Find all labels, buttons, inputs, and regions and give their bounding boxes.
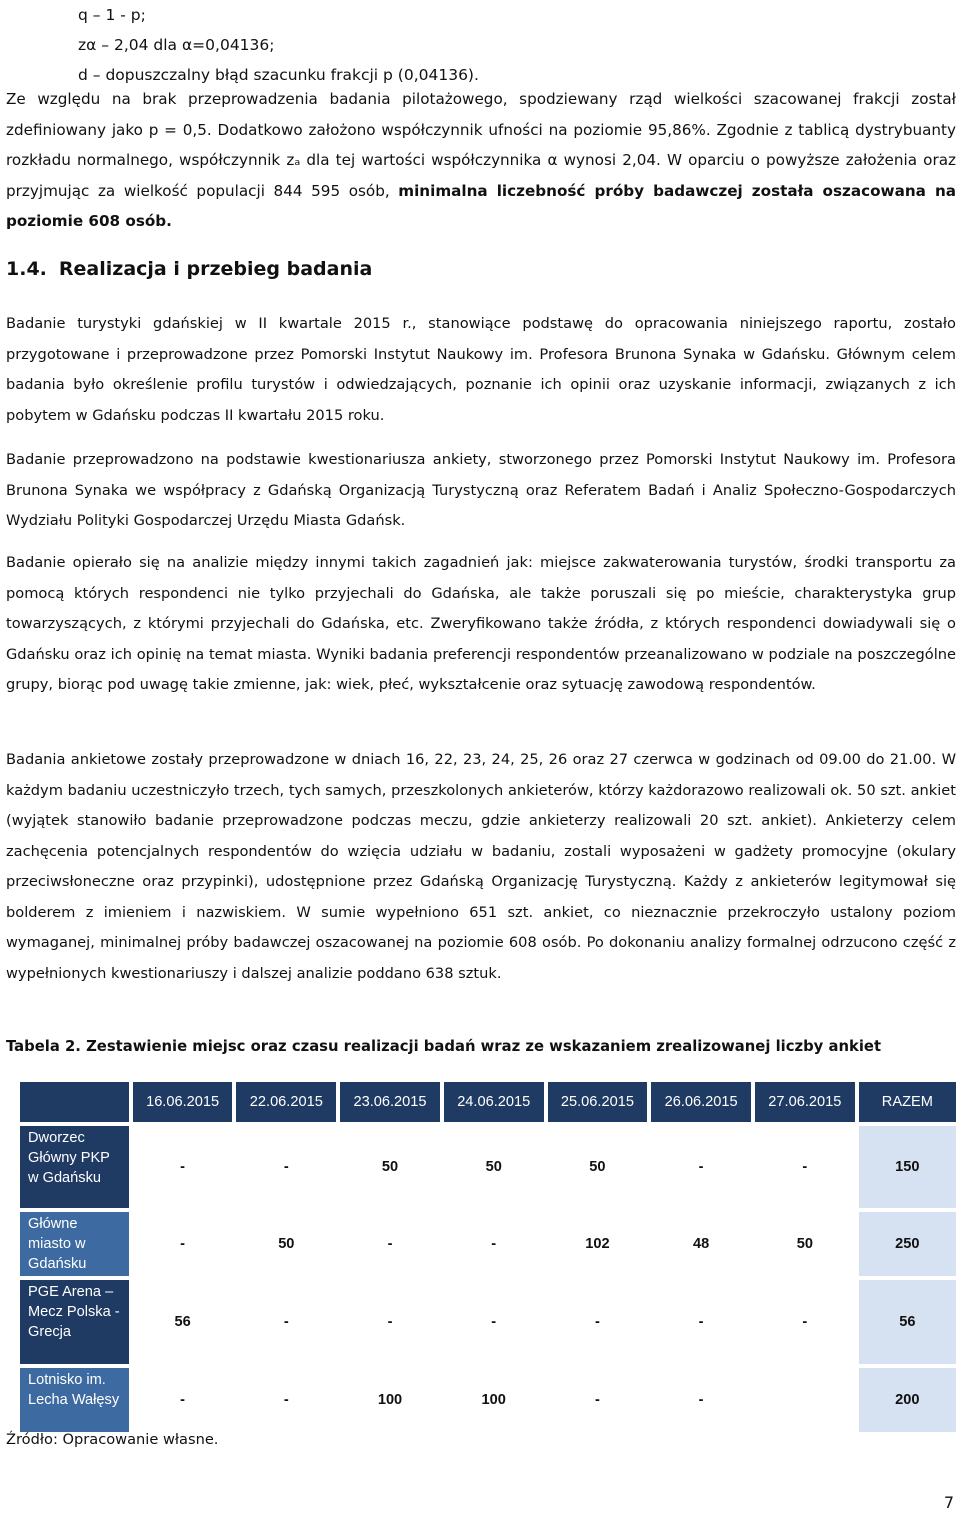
table-cell: 100: [444, 1368, 544, 1432]
section-number: 1.4.: [6, 258, 47, 280]
paragraph-4: Badania ankietowe zostały przeprowadzone w dniach 16, 22, 23, 24, 25, 26 oraz 27 czerwca w godzinach od 09.00 do 21.00. W każdym badaniu uczestniczyło trzech, tych samych, przeszkolonych ankieterów, którzy każdorazowo realizowali ok. 50 szt. ankiet (wyjątek stanowiło badanie przeprowadzone podczas meczu, gdzie ankieterzy realizowali 20 szt. ankiet). Ankieterzy celem zachęcenia potencjalnych respondentów do wzięcia udziału w badaniu, zostali wyposażeni w gadżety promocyjne (okulary przeciwsłoneczne oraz przypinki), udostępnione przez Gdańską Organizację Turystyczną. Każdy z ankieterów legitymował się bolderem z imieniem i nazwiskiem. W sumie wypełniono 651 szt. ankiet, co nieznacznie przekroczyło ustalony poziom wymaganej, minimalnej próby badawczej oszacowanej na poziomie 608 osób. Po dokonaniu analizy formalnej odrzucono część z wypełnionych kwestionariuszy i dalszej analizie poddano 638 sztuk.: [6, 751, 956, 982]
table-cell: -: [133, 1126, 233, 1208]
table-cell: 56: [133, 1280, 233, 1364]
formula-definitions: [78, 0, 479, 90]
table-cell: -: [133, 1212, 233, 1276]
table-cell: 50: [236, 1212, 336, 1276]
table-cell: 48: [651, 1212, 751, 1276]
table-cell: -: [651, 1126, 751, 1208]
survey-table: [16, 1078, 960, 1436]
table-cell: -: [755, 1280, 855, 1364]
table-cell: 50: [444, 1126, 544, 1208]
section-title: Realizacja i przebieg badania: [58, 258, 373, 280]
table-cell: -: [236, 1280, 336, 1364]
table-cell: -: [340, 1280, 440, 1364]
table-source: Źródło: Opracowanie własne.: [6, 1431, 219, 1448]
table-cell: -: [444, 1212, 544, 1276]
row-label: PGE Arena – Mecz Polska - Grecja: [20, 1280, 129, 1364]
table-cell: 100: [340, 1368, 440, 1432]
table-cell: -: [340, 1212, 440, 1276]
table-cell: -: [236, 1368, 336, 1432]
table-cell: -: [651, 1368, 751, 1432]
table-cell-total: 250: [859, 1212, 956, 1276]
row-label: Lotnisko im. Lecha Wałęsy: [20, 1368, 129, 1432]
paragraph-1: Badanie turystyki gdańskiej w II kwartale 2015 r., stanowiące podstawę do opracowania niniejszego raportu, zostało przygotowane i przeprowadzone przez Pomorski Instytut Naukowy im. Profesora Brunona Synaka w Gdańsku. Głównym celem badania było określenie profilu turystów i odwiedzających, poznanie ich opinii oraz uzyskanie informacji, związanych z ich pobytem w Gdańsku podczas II kwartału 2015 roku.: [6, 315, 956, 424]
column-header: 26.06.2015: [651, 1082, 751, 1122]
column-header-total: RAZEM: [859, 1082, 956, 1122]
table-cell: -: [444, 1280, 544, 1364]
column-header: 16.06.2015: [133, 1082, 233, 1122]
table-cell: 102: [548, 1212, 648, 1276]
table-caption: Tabela 2. Zestawienie miejsc oraz czasu realizacji badań wraz ze wskazaniem zrealizowanej liczby ankiet: [6, 1038, 882, 1055]
definition-z: zα – 2,04 dla α=0,04136;: [78, 36, 275, 54]
table-cell: -: [755, 1126, 855, 1208]
section-heading: [6, 258, 372, 280]
table-cell: 50: [340, 1126, 440, 1208]
page-number: 7: [943, 1493, 954, 1512]
table-row: [20, 1126, 956, 1208]
table-row: [20, 1212, 956, 1276]
intro-text: Ze względu na brak przeprowadzenia badania pilotażowego, spodziewany rząd wielkości szacowanej frakcji został zdefiniowany jako p = 0,5. Dodatkowo założono współczynnik ufności na poziomie 95,86%. Zgodnie z tablicą dystrybuanty rozkładu normalnego, współczynnik zₐ dla tej wartości współczynnika α wynosi 2,04. W oparciu o powyższe założenia oraz przyjmując za wielkość populacji 844 595 osób,: [6, 90, 956, 200]
paragraph-3: Badanie opierało się na analizie między innymi takich zagadnień jak: miejsce zakwaterowania turystów, środki transportu za pomocą których respondenci nie tylko przyjechali do Gdańska, ale także poruszali się po mieście, charakterystyka grup towarzyszących, z którymi przyjechali do Gdańska, etc. Zweryfikowano także źródła, z których respondenci dowiadywali się o Gdańsku oraz ich opinię na temat miasta. Wyniki badania preferencji respondentów przeanalizowano w podziale na poszczególne grupy, biorąc pod uwagę takie zmienne, jak: wiek, płeć, wykształcenie oraz sytuację zawodową respondentów.: [6, 554, 956, 693]
table-cell-total: 200: [859, 1368, 956, 1432]
row-label: Dworzec Główny PKP w Gdańsku: [20, 1126, 129, 1208]
definition-q: q – 1 - p;: [78, 6, 146, 24]
table-cell: 50: [548, 1126, 648, 1208]
row-label: Główne miasto w Gdańsku: [20, 1212, 129, 1276]
table-row: [20, 1280, 956, 1364]
table-header-row: [20, 1082, 956, 1122]
table-row: [20, 1368, 956, 1432]
table-cell-total: 56: [859, 1280, 956, 1364]
table-cell: -: [548, 1280, 648, 1364]
column-header: 25.06.2015: [548, 1082, 648, 1122]
table-cell: 50: [755, 1212, 855, 1276]
table-cell: -: [133, 1368, 233, 1432]
table-cell: -: [651, 1280, 751, 1364]
column-header: 27.06.2015: [755, 1082, 855, 1122]
table-cell: [755, 1368, 855, 1432]
table-cell: -: [236, 1126, 336, 1208]
column-header: 23.06.2015: [340, 1082, 440, 1122]
table-corner: [20, 1082, 129, 1122]
paragraph-2: Badanie przeprowadzono na podstawie kwestionariusza ankiety, stworzonego przez Pomorski Instytut Naukowy im. Profesora Brunona Synaka we współpracy z Gdańską Organizacją Turystyczną oraz Referatem Badań i Analiz Społeczno-Gospodarczych Wydziału Polityki Gospodarczej Urzędu Miasta Gdańsk.: [6, 451, 956, 529]
table-cell-total: 150: [859, 1126, 956, 1208]
definition-d: d – dopuszczalny błąd szacunku frakcji p (0,04136).: [78, 66, 479, 84]
intro-bold-conclusion: minimalna liczebność próby badawczej została oszacowana na poziomie 608 osób.: [6, 181, 957, 230]
column-header: 22.06.2015: [236, 1082, 336, 1122]
column-header: 24.06.2015: [444, 1082, 544, 1122]
intro-paragraph: [6, 84, 956, 237]
table-cell: -: [548, 1368, 648, 1432]
